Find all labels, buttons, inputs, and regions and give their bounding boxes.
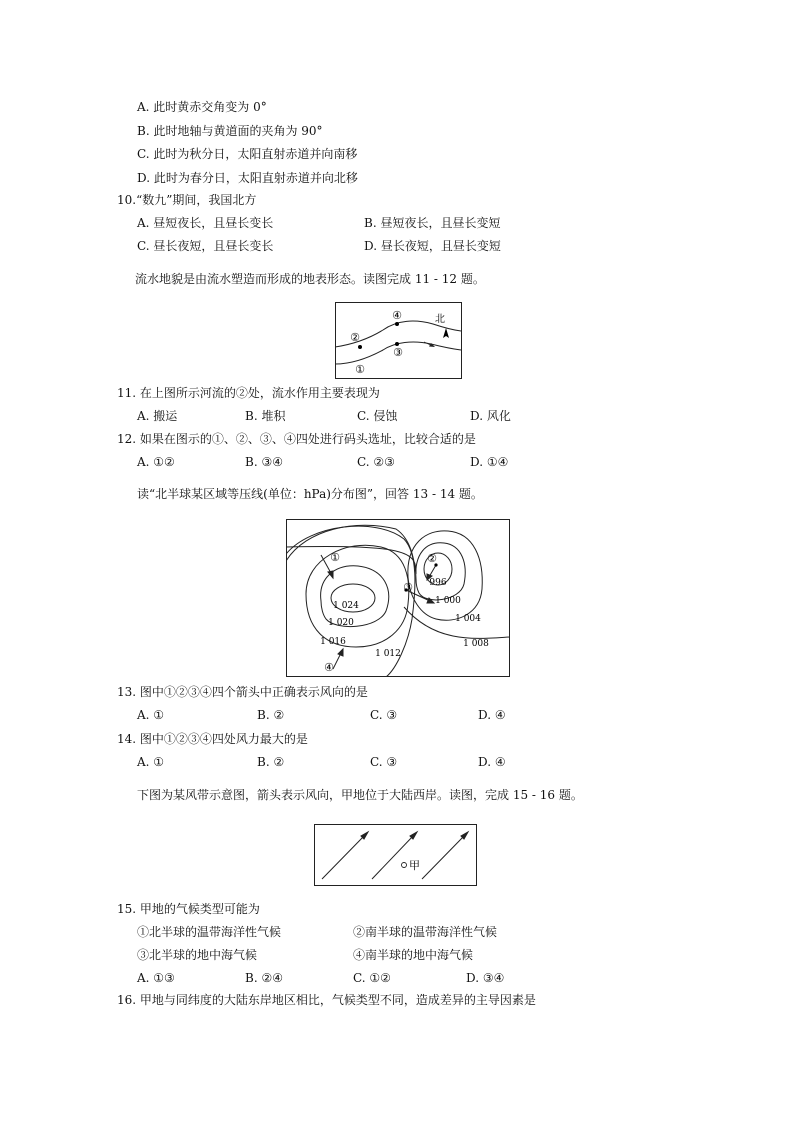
isobar-point-2: ② <box>427 552 437 565</box>
q11-option-b: B. 堆积 <box>245 409 286 423</box>
q10-option-c: C. 昼长夜短，且昼长变长 <box>137 239 274 253</box>
q15-statement-4: ④南半球的地中海气候 <box>353 948 474 962</box>
q9-option-a: A. 此时黄赤交角变为 0° <box>137 100 267 114</box>
q13-option-b: B. ② <box>257 708 285 722</box>
q15-statement-3: ③北半球的地中海气候 <box>137 948 258 962</box>
q9-option-b: B. 此时地轴与黄道面的夹角为 90° <box>137 124 323 138</box>
q14-stem: 14. 图中①②③④四处风力最大的是 <box>117 732 308 746</box>
q10-option-b: B. 昼短夜长，且昼长变短 <box>364 216 501 230</box>
q15-statement-2: ②南半球的温带海洋性气候 <box>353 925 498 939</box>
q14-option-a: A. ① <box>137 755 165 769</box>
q10-option-a: A. 昼短夜长，且昼长变长 <box>137 216 274 230</box>
q16-stem: 16. 甲地与同纬度的大陆东岸地区相比，气候类型不同，造成差异的主导因素是 <box>117 993 536 1007</box>
isobar-point-3: ③ <box>403 581 413 594</box>
label-1012: 1 012 <box>375 649 401 659</box>
label-1004: 1 004 <box>455 614 481 624</box>
q12-stem: 12. 如果在图示的①、②、③、④四处进行码头选址，比较合适的是 <box>117 432 476 446</box>
q15-statement-1: ①北半球的温带海洋性气候 <box>137 925 282 939</box>
q13-option-d: D. ④ <box>478 708 506 722</box>
q15-option-c: C. ①② <box>353 971 391 985</box>
q13-stem: 13. 图中①②③④四个箭头中正确表示风向的是 <box>117 685 368 699</box>
q9-option-d: D. 此时为春分日，太阳直射赤道并向北移 <box>137 171 358 185</box>
q12-option-a: A. ①② <box>137 455 175 469</box>
river-label-3: ③ <box>393 346 403 359</box>
location-jia-label: 甲 <box>409 859 420 872</box>
river-label-2: ② <box>350 331 360 344</box>
q10-option-d: D. 昼长夜短，且昼长变短 <box>364 239 501 253</box>
label-1016: 1 016 <box>320 637 346 647</box>
wind-belt-figure <box>314 824 477 886</box>
isobar-point-1: ① <box>330 551 340 564</box>
q15-stem: 15. 甲地的气候类型可能为 <box>117 902 260 916</box>
q11-option-c: C. 侵蚀 <box>357 409 398 423</box>
q15-option-d: D. ③④ <box>466 971 505 985</box>
q13-option-c: C. ③ <box>370 708 398 722</box>
q11-option-d: D. 风化 <box>470 409 511 423</box>
isobar-map-figure <box>286 519 510 677</box>
label-1008: 1 008 <box>463 639 489 649</box>
q12-option-c: C. ②③ <box>357 455 395 469</box>
label-1000: 1 000 <box>435 596 461 606</box>
river-meander-figure <box>335 302 462 379</box>
q11-option-a: A. 搬运 <box>137 409 178 423</box>
intro-11-12: 流水地貌是由流水塑造而形成的地表形态。读图完成 11 - 12 题。 <box>135 272 485 286</box>
q12-option-b: B. ③④ <box>245 455 283 469</box>
label-1024: 1 024 <box>333 601 359 611</box>
location-jia-marker <box>402 863 407 868</box>
label-996: 996 <box>429 578 447 588</box>
north-label: 北 <box>435 314 445 325</box>
q14-option-b: B. ② <box>257 755 285 769</box>
q15-option-b: B. ②④ <box>245 971 283 985</box>
q11-stem: 11. 在上图所示河流的②处，流水作用主要表现为 <box>117 386 380 400</box>
q14-option-d: D. ④ <box>478 755 506 769</box>
q10-stem: 10.“数九”期间，我国北方 <box>117 193 257 207</box>
river-label-4: ④ <box>392 309 402 322</box>
q12-option-d: D. ①④ <box>470 455 509 469</box>
label-1020: 1 020 <box>328 618 354 628</box>
q13-option-a: A. ① <box>137 708 165 722</box>
q9-option-c: C. 此时为秋分日，太阳直射赤道并向南移 <box>137 147 358 161</box>
q14-option-c: C. ③ <box>370 755 398 769</box>
q15-option-a: A. ①③ <box>137 971 175 985</box>
river-label-1: ① <box>355 363 365 376</box>
isobar-point-4: ④ <box>324 661 334 674</box>
intro-13-14: 读“北半球某区域等压线(单位：hPa)分布图”，回答 13 - 14 题。 <box>137 487 483 501</box>
intro-15-16: 下图为某风带示意图，箭头表示风向，甲地位于大陆西岸。读图，完成 15 - 16 题。 <box>137 788 583 802</box>
